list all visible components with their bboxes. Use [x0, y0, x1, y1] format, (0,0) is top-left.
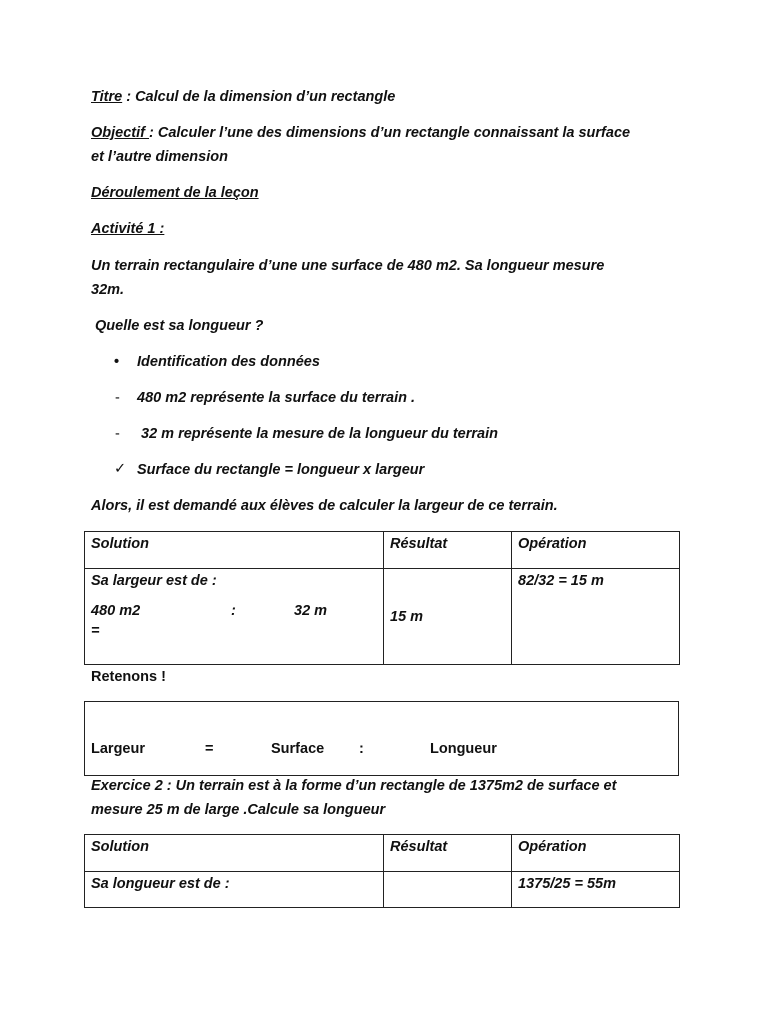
checkmark-icon: ✓: [114, 461, 127, 477]
solution-table-1: [84, 531, 680, 665]
dash-icon: -: [115, 390, 120, 406]
table-row: [85, 872, 680, 908]
conclusion-text: Alors, il est demandé aux élèves de calculer la largeur de ce terrain.: [91, 498, 558, 514]
table-header-cell: Opération: [512, 532, 680, 569]
table-header-cell: Solution: [85, 835, 384, 872]
list-item-identification: Identification des données: [137, 354, 320, 370]
objective-line-2: et l’autre dimension: [91, 149, 228, 165]
title-text: Calcul de la dimension d’un rectangle: [135, 89, 396, 105]
lesson-heading: Déroulement de la leçon: [91, 185, 259, 201]
table-row: [85, 569, 680, 665]
rule-colon: :: [359, 741, 364, 757]
result-cell: [384, 872, 512, 908]
solution-table-2: [84, 834, 680, 908]
result-value: 15 m: [390, 609, 424, 625]
list-item-formula: Surface du rectangle = longueur x largeur: [137, 462, 425, 478]
operation-cell: 82/32 = 15 m: [512, 569, 680, 665]
page-title: [91, 88, 395, 106]
dash-icon: -: [115, 426, 120, 442]
exercise-line-1: Exercice 2 : Un terrain est à la forme d’un rectangle de 1375m2 de surface et: [91, 778, 617, 794]
rule-equals: =: [205, 741, 214, 757]
solution-cell: Sa longueur est de :: [85, 872, 384, 908]
title-label: Titre: [91, 89, 123, 105]
bullet-icon: •: [114, 354, 120, 370]
operation-cell: 1375/25 = 55m: [512, 872, 680, 908]
equation-length: 32 m: [294, 603, 328, 619]
objective-line-1: [91, 124, 630, 142]
activity-heading: Activité 1 :: [91, 221, 165, 237]
equation-surface: 480 m2: [91, 603, 141, 619]
table-header-cell: Résultat: [384, 532, 512, 569]
objective-label: Objectif: [91, 125, 150, 141]
solution-cell: [85, 569, 384, 665]
rule-surface: Surface: [271, 741, 325, 757]
table-header-row: [85, 835, 680, 872]
result-cell: [384, 569, 512, 665]
list-item-surface: 480 m2 représente la surface du terrain .: [137, 390, 416, 406]
solution-line: Sa largeur est de :: [91, 573, 217, 589]
table-header-cell: Opération: [512, 835, 680, 872]
title-separator: :: [122, 89, 136, 105]
problem-line-1: Un terrain rectangulaire d’une une surface de 480 m2. Sa longueur mesure: [91, 258, 605, 274]
table-header-cell: Solution: [85, 532, 384, 569]
rule-largeur: Largeur: [91, 741, 145, 757]
retenons-heading: Retenons !: [91, 669, 166, 685]
question-text: Quelle est sa longueur ?: [95, 318, 264, 334]
list-item-length: 32 m représente la mesure de la longueur du terrain: [141, 426, 498, 442]
table-header-cell: Résultat: [384, 835, 512, 872]
equation-equals: =: [91, 623, 100, 639]
rule-box: [84, 701, 679, 776]
equation-colon: :: [231, 603, 236, 619]
objective-text: : Calculer l’une des dimensions d’un rectangle connaissant la surface: [149, 125, 631, 141]
solution-equation: [91, 602, 377, 620]
exercise-line-2: mesure 25 m de large .Calcule sa longueur: [91, 802, 386, 818]
rule-longueur: Longueur: [430, 741, 497, 757]
problem-line-2: 32m.: [91, 282, 125, 298]
table-header-row: [85, 532, 680, 569]
